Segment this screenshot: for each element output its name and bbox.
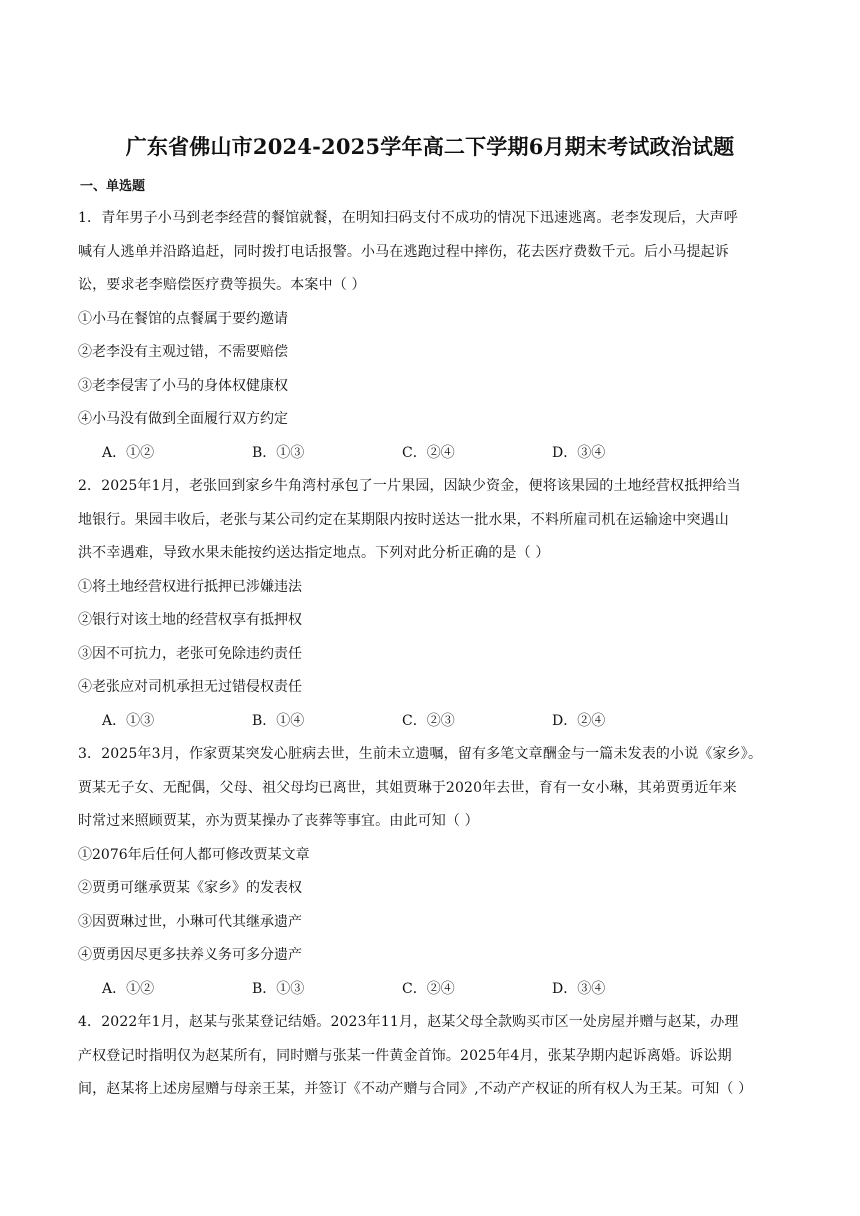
answer-choices	[78, 705, 782, 739]
answer-choices	[78, 973, 782, 1007]
choice-c: C．②③	[402, 712, 455, 729]
choice-d: D．②④	[552, 712, 606, 729]
answer-choices	[78, 437, 782, 471]
exam-title: 广东省佛山市2024-2025学年高二下学期6月期末考试政治试题	[125, 134, 735, 159]
statement-option: ④小马没有做到全面履行双方约定	[78, 411, 288, 427]
choice-d: D．③④	[552, 444, 606, 461]
question-stem-line: 间，赵某将上述房屋赠与母亲王某，并签订《不动产赠与合同》,不动产产权证的所有权人为王某。可知（ ）	[78, 1081, 753, 1097]
statement-option: ②贾勇可继承贾某《家乡》的发表权	[78, 880, 302, 896]
question-stem-line: 产权登记时指明仅为赵某所有，同时赠与张某一件黄金首饰。2025年4月，张某孕期内起诉离婚。诉讼期	[78, 1047, 732, 1064]
choice-b: B．①④	[252, 712, 305, 729]
question-stem-line: 1．青年男子小马到老李经营的餐馆就餐，在明知扫码支付不成功的情况下迅速逃离。老李发现后，大声呼	[78, 210, 738, 226]
question-stem-line: 地银行。果园丰收后，老张与某公司约定在某期限内按时送达一批水果，不料所雇司机在运输途中突遇山	[78, 511, 729, 528]
statement-option: ④贾勇因尽更多扶养义务可多分遗产	[78, 947, 302, 963]
question-stem-line: 3．2025年3月，作家贾某突发心脏病去世，生前未立遗嘱，留有多笔文章酬金与一篇未发表的小说《家乡》。	[78, 746, 763, 762]
choice-b: B．①③	[252, 444, 305, 461]
question-stem-line: 讼，要求老李赔偿医疗费等损失。本案中（ ）	[78, 277, 366, 293]
choice-d: D．③④	[552, 980, 606, 997]
question-stem-line: 2．2025年1月，老张回到家乡牛角湾村承包了一片果园，因缺少资金，便将该果园的土地经营权抵押给当	[78, 478, 741, 494]
choice-c: C．②④	[402, 444, 455, 461]
question-stem-line: 4．2022年1月，赵某与张某登记结婚。2023年11月，赵某父母全款购买市区一处房屋并赠与赵某，办理	[78, 1014, 739, 1030]
question-2	[78, 470, 782, 738]
choice-c: C．②④	[402, 980, 455, 997]
statement-option: ③老李侵害了小马的身体权健康权	[78, 377, 288, 394]
section-heading: 一、单选题	[80, 179, 146, 194]
statement-option: ①小马在餐馆的点餐属于要约邀请	[78, 310, 288, 327]
question-stem-line: 洪不幸遇难，导致水果未能按约送达指定地点。下列对此分析正确的是（ ）	[78, 545, 550, 561]
choice-b: B．①③	[252, 980, 305, 997]
question-1	[78, 202, 782, 470]
question-3	[78, 738, 782, 1006]
statement-option: ①将土地经营权进行抵押已涉嫌违法	[78, 578, 302, 595]
statement-option: ②老李没有主观过错，不需要赔偿	[78, 344, 288, 360]
question-stem-line: 贾某无子女、无配偶，父母、祖父母均已离世，其姐贾琳于2020年去世，育有一女小琳，其弟贾勇近年来	[78, 779, 737, 796]
statement-option: ④老张应对司机承担无过错侵权责任	[78, 679, 302, 695]
question-4	[78, 1006, 782, 1107]
choice-a: A．①③	[102, 712, 155, 729]
statement-option: ②银行对该土地的经营权享有抵押权	[78, 612, 302, 628]
question-stem-line: 时常过来照顾贾某，亦为贾某操办了丧葬等事宜。由此可知（ ）	[78, 813, 479, 829]
choice-a: A．①②	[102, 444, 155, 461]
statement-option: ③因贾琳过世，小琳可代其继承遗产	[78, 913, 302, 930]
choice-a: A．①②	[102, 980, 155, 997]
statement-option: ①2076年后任何人都可修改贾某文章	[78, 846, 310, 863]
statement-option: ③因不可抗力，老张可免除违约责任	[78, 645, 302, 662]
question-stem-line: 喊有人逃单并沿路追赶，同时拨打电话报警。小马在逃跑过程中摔伤，花去医疗费数千元。后小马提起诉	[78, 243, 729, 260]
